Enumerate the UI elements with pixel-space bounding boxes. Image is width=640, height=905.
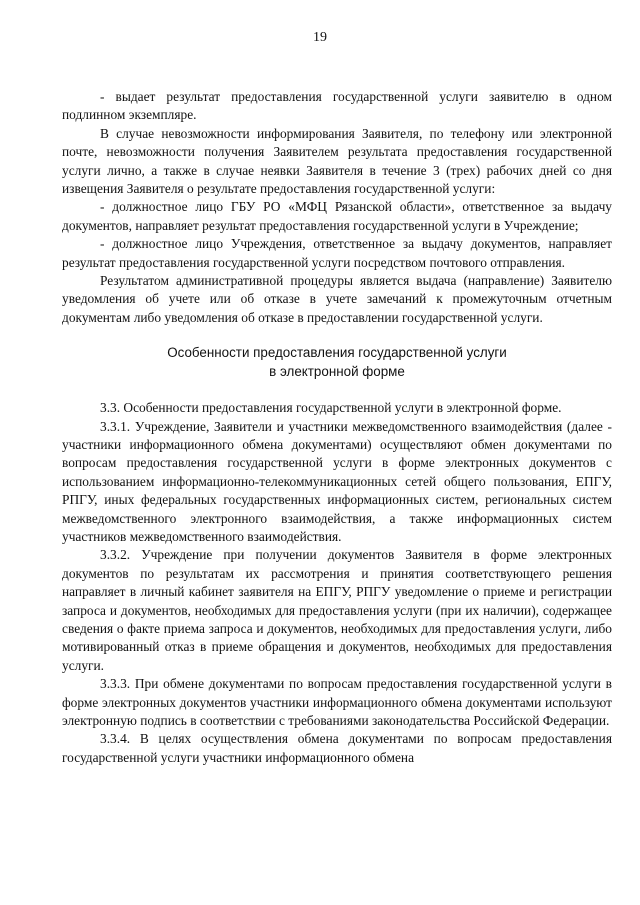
paragraph-issue-result: - выдает результат предоставления государственной услуги заявителю в одном подлинном экземпляре. [62,89,612,123]
paragraph-3-3-2: 3.3.2. Учреждение при получении документов Заявителя в форме электронных документов по результатам их рассмотрения и принятия соответствующего решения направляет в личный кабинет заявителя на ЕПГУ, РПГУ уведомление о приеме и регистрации запроса и документов, необходимых для предоставления услуги (при их наличии), содержащее сведения о факте приема запроса и документов, необходимых для предоставления услуги, либо мотивированный отказ в приеме обращения и документов, необходимых для предоставления услуги. [62,547,612,673]
paragraph-3-3-1: 3.3.1. Учреждение, Заявители и участники межведомственного взаимодействия (далее - участники информационного обмена документами) осуществляют обмен документами по вопросам предоставления государственной услуги в форме электронных документов с использованием информационно-телекоммуникационных сетей общего пользования, ЕПГУ, РПГУ, иных федеральных государственных информационных систем, региональных систем межведомственного электронного взаимодействия, а также информационных систем участников межведомственного взаимодействия. [62,418,612,544]
document-body [62,88,612,767]
section-heading-line2: в электронной форме [269,363,405,379]
page-number: 19 [313,30,327,45]
section-heading [62,344,612,381]
paragraph-3-3-3: 3.3.3. При обмене документами по вопросам предоставления государственной услуги в форме электронных документов участники информационного обмена документами используют электронную подпись в соответствии с требованиями законодательства Российской Федерации. [62,676,612,728]
section-heading-line1: Особенности предоставления государственной услуги [167,345,507,361]
paragraph-3-3-4: 3.3.4. В целях осуществления обмена документами по вопросам предоставления государственной услуги участники информационного обмена [62,731,612,765]
paragraph-3-3: 3.3. Особенности предоставления государственной услуги в электронной форме. [100,400,562,416]
paragraph-inability-inform: В случае невозможности информирования Заявителя, по телефону или электронной почте, невозможности получения Заявителем результата предоставления государственной услуги лично, а также в случае неявки Заявителя в течение 3 (трех) рабочих дней со дня извещения Заявителя о результате предоставления государственной услуги: [62,125,612,197]
paragraph-procedure-result: Результатом административной процедуры является выдача (направление) Заявителю уведомления об учете или об отказе в учете замечаний к промежуточным отчетным документам либо уведомления об отказе в предоставлении государственной услуги. [62,273,612,325]
paragraph-mfc-official: - должностное лицо ГБУ РО «МФЦ Рязанской области», ответственное за выдачу документов, направляет результат предоставления государственной услуги в Учреждение; [62,199,612,233]
paragraph-institution-official: - должностное лицо Учреждения, ответственное за выдачу документов, направляет результат предоставления государственной услуги посредством почтового отправления. [62,236,612,270]
